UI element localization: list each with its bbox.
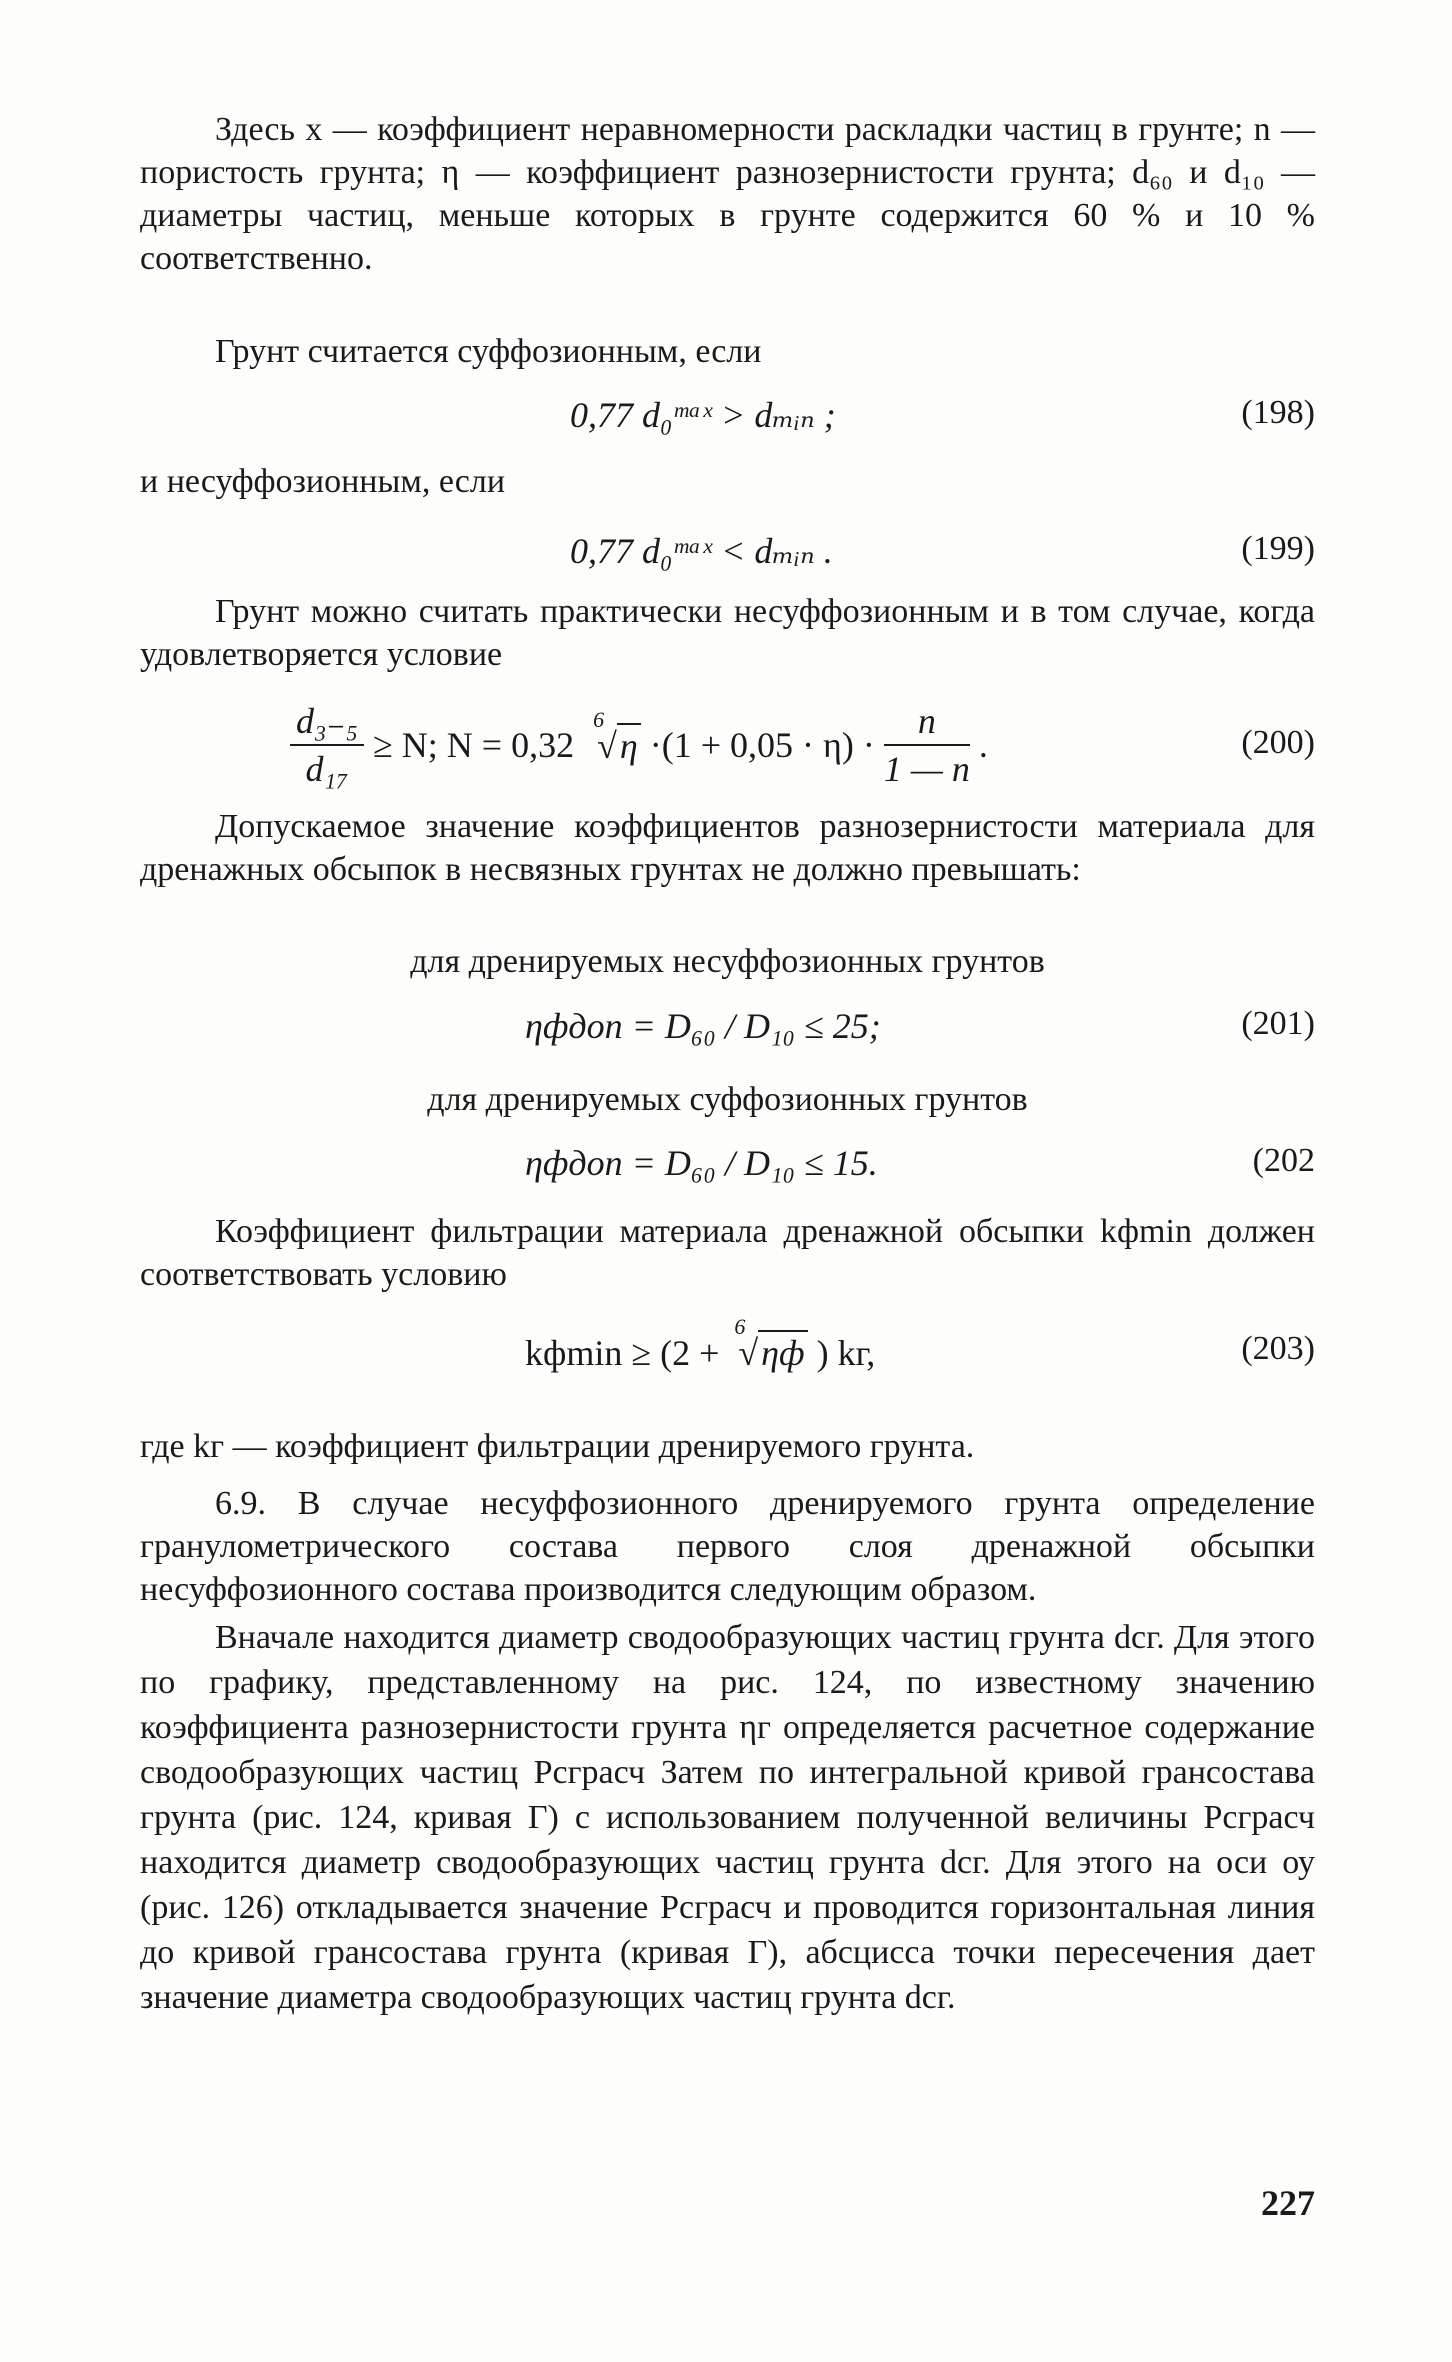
fraction-d3-5-over-d17: $\frac{\text{d₃₋₅}}{\text{d₁₇}}$ [290,700,364,790]
equation-202-formula: ηфдоп = D₆₀ / D₁₀ ≤ 15. [525,1143,878,1183]
equation-200-formula: $\frac{\text{d₃₋₅}}{\text{d₁₇}}$ ≥ N; N = 0,32 6 √η ·(1 + 0,05 · η) · $\frac{n}{1 — n}$ . [290,700,988,790]
equation-203 [140,1314,1315,1390]
page-number: 227 [1261,2183,1315,2223]
equation-201 [140,1005,1315,1065]
equation-200-mid: ≥ N; N = 0,32 [373,725,575,765]
label-202: для дренируемых суффозионных грунтов [427,1081,1028,1118]
fraction-n-over-1-minus-n: $\frac{n}{1 — n}$ [883,701,970,789]
equation-200-number: (200) [1241,724,1315,761]
section-6-9-paragraph: 6.9. В случае несуффозионного дренируемого грунта определение гранулометрического состава первого слоя дренажной обсыпки несуффозионного состава производится следующим образом. [140,1485,1315,1608]
procedure-paragraph: Вначале находится диаметр сводообразующих частиц грунта dсг. Для этого по графику, представленному на рис. 124, по известному значению коэффициента разнозернистости грунта ηг определяется расчетное содержание сводообразующих частиц Pсграсч Затем по интегральной кривой грансостава грунта (рис. 124, кривая Г) с использованием полученной величины Pсграсч находится диаметр сводообразующих частиц грунта dсг. Для этого на оси оу (рис. 126) откладывается значение Pсграсч и проводится горизонтальная линия до кривой грансостава грунта (кривая Г), абсцисса точки пересечения дает значение диаметра сводообразующих частиц грунта dсг. [140,1619,1315,2016]
equation-198-number: (198) [1241,394,1315,431]
equation-200 [140,700,1315,790]
equation-202-number: (202 [1252,1142,1315,1179]
equation-199-number: (199) [1241,530,1315,567]
equation-199 [140,530,1315,590]
label-201: для дренируемых несуффозионных грунтов [410,943,1045,980]
filter-coefficient-paragraph: Коэффициент фильтрации материала дренажной обсыпки kфmin должен соответствовать условию [140,1213,1315,1293]
equation-203-formula: kфmin ≥ (2 + 6 √ηф ) kг, [525,1314,876,1373]
suffosion-condition-text: Грунт считается суффозионным, если [215,333,762,370]
sixth-root-eta-f: 6 √ηф [738,1330,807,1374]
equation-203-number: (203) [1241,1330,1315,1367]
equation-201-formula: ηфдоп = D₆₀ / D₁₀ ≤ 25; [525,1006,881,1046]
equation-198-formula: 0,77 d₀ᵐᵃˣ > dₘᵢₙ ; [570,395,836,435]
intro-paragraph: Здесь x — коэффициент неравномерности раскладки частиц в грунте; n — пористость грунта; η — коэффициент разнозернистости грунта; d₆₀ и d₁₀ — диаметры частиц, меньше которых в грунте содержится 60 % и 10 % соответственно. [140,111,1315,277]
sixth-root-eta: 6 √η [597,723,641,767]
non-suffosion-text: и несуффозионным, если [140,463,506,500]
kg-definition: где kг — коэффициент фильтрации дренируемого грунта. [140,1428,975,1465]
equation-202 [140,1142,1315,1202]
equation-198 [140,394,1315,454]
equation-200-tail: ·(1 + 0,05 · η) · [649,725,875,765]
allowed-value-paragraph: Допускаемое значение коэффициентов разнозернистости материала для дренажных обсыпок в несвязных грунтах не должно превышать: [140,808,1315,888]
practical-condition-paragraph: Грунт можно считать практически несуффозионным и в том случае, когда удовлетворяется условие [140,593,1315,673]
equation-199-formula: 0,77 d₀ᵐᵃˣ < dₘᵢₙ . [570,531,833,571]
equation-201-number: (201) [1241,1005,1315,1042]
